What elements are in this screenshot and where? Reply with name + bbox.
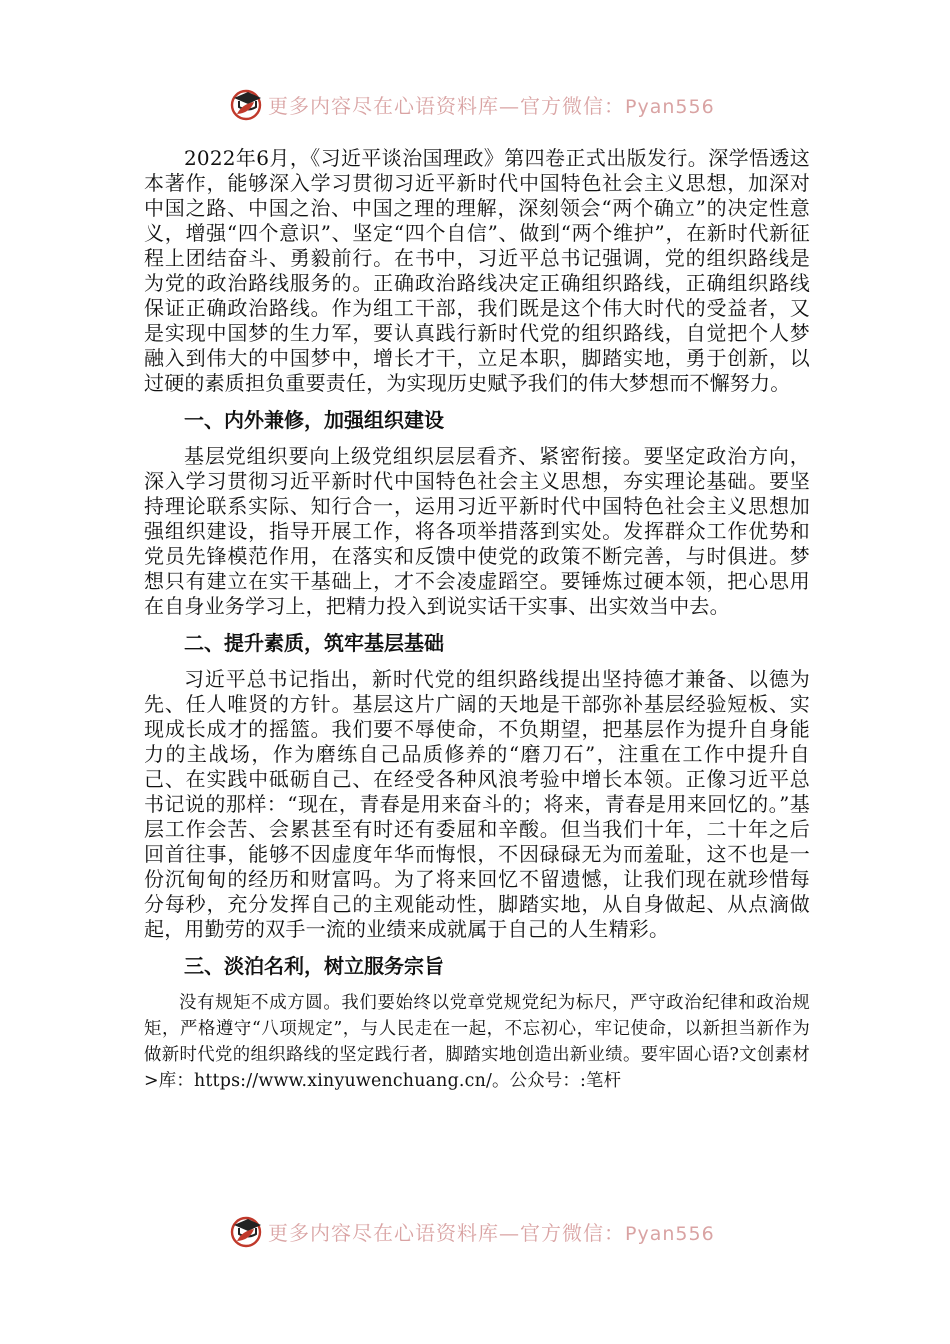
banner-text: 更多内容尽在心语资料库—官方微信：Pyan556: [268, 1220, 715, 1245]
section-heading-3: 三、淡泊名利，树立服务宗旨: [184, 954, 444, 978]
wechat-id: Pyan556: [625, 95, 715, 118]
section-heading-2: 二、提升素质，筑牢基层基础: [184, 631, 444, 655]
section-heading-1: 一、内外兼修，加强组织建设: [184, 408, 444, 432]
wechat-id: Pyan556: [625, 1222, 715, 1245]
article: [144, 146, 810, 1094]
leaf-mortarboard-logo-icon: [228, 86, 264, 122]
intro-paragraph: 2022年6月，《习近平谈治国理政》第四卷正式出版发行。深学悟透这本著作，能够深入学习贯彻习近平新时代中国特色社会主义思想，加深对中国之路、中国之治、中国之理的理解，深刻领会“两个确立”的决定性意义，增强“四个意识”、坚定“四个自信”、做到“两个维护”，在新时代新征程上团结奋斗、勇毅前行。在书中，习近平总书记强调，党的组织路线是为党的政治路线服务的。正确政治路线决定正确组织路线，正确组织路线保证正确政治路线。作为组工干部，我们既是这个伟大时代的受益者，又是实现中国梦的生力军，要认真践行新时代党的组织路线，自觉把个人梦融入到伟大的中国梦中，增长才干，立足本职，脚踏实地，勇于创新，以过硬的素质担负重要责任，为实现历史赋予我们的伟大梦想而不懈努力。: [144, 146, 810, 395]
section-body-3: 没有规矩不成方圆。我们要始终以党章党规党纪为标尺，严守政治纪律和政治规矩，严格遵守“八项规定”，与人民走在一起，不忘初心，牢记使命，以新担当新作为做新时代党的组织路线的坚定践行者，脚踏实地创造出新业绩。要牢固心语?文创素材>库：https://www.xinyuwenchuang.cn/。公众号：:笔杆: [144, 993, 810, 1091]
banner-text: 更多内容尽在心语资料库—官方微信：Pyan556: [268, 93, 715, 118]
header-banner: [228, 84, 788, 124]
section-body-2: 习近平总书记指出，新时代党的组织路线提出坚持德才兼备、以德为先、任人唯贤的方针。基层这片广阔的天地是干部弥补基层经验短板、实现成长成才的摇篮。我们要不辱使命，不负期望，把基层作为提升自身能力的主战场，作为磨练自己品质修养的“磨刀石”，注重在工作中提升自己、在实践中砥砺自己、在经受各种风浪考验中增长本领。正像习近平总书记说的那样：“现在，青春是用来奋斗的；将来，青春是用来回忆的。”基层工作会苦、会累甚至有时还有委屈和辛酸。但当我们十年，二十年之后回首往事，能够不因虚度年华而悔恨，不因碌碌无为而羞耻，这不也是一份沉甸甸的经历和财富吗。为了将来回忆不留遗憾，让我们现在就珍惜每分每秒，充分发挥自己的主观能动性，脚踏实地，从自身做起、从点滴做起，用勤劳的双手一流的业绩来成就属于自己的人生精彩。: [144, 667, 810, 941]
leaf-mortarboard-logo-icon: [228, 1213, 264, 1249]
section-body-1: 基层党组织要向上级党组织层层看齐、紧密衔接。要坚定政治方向，深入学习贯彻习近平新时代中国特色社会主义思想，夯实理论基础。要坚持理论联系实际、知行合一，运用习近平新时代中国特色社会主义思想加强组织建设，指导开展工作，将各项举措落到实处。发挥群众工作优势和党员先锋模范作用，在落实和反馈中使党的政策不断完善，与时俱进。梦想只有建立在实干基础上，才不会凌虚蹈空。要锤炼过硬本领，把心思用在自身业务学习上，把精力投入到说实话干实事、出实效当中去。: [144, 444, 810, 618]
footer-banner: [228, 1211, 788, 1251]
